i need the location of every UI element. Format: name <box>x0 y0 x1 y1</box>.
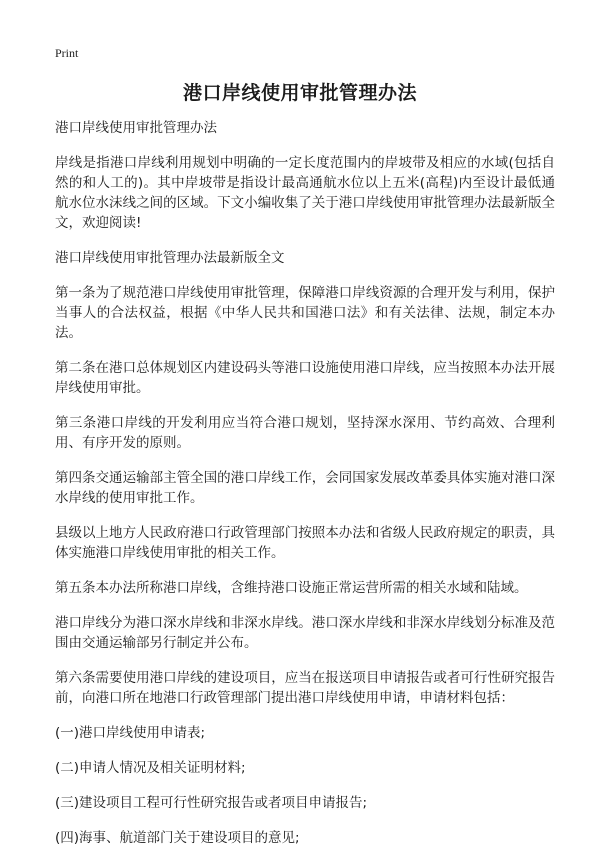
list-item: (一)港口岸线使用申请表; <box>55 725 206 741</box>
list-item: (三)建设项目工程可行性研究报告或者项目申请报告; <box>55 795 368 811</box>
list-item: (四)海事、航道部门关于建设项目的意见; <box>55 830 300 846</box>
article-4-continued-paragraph: 县级以上地方人民政府港口行政管理部门按照本办法和省级人民政府规定的职责，具体实施港口岸线使用审批的相关工作。 <box>55 525 555 561</box>
section-heading: 港口岸线使用审批管理办法最新版全文 <box>55 250 285 266</box>
subtitle-paragraph: 港口岸线使用审批管理办法 <box>55 120 217 136</box>
print-link[interactable]: Print <box>55 46 79 60</box>
article-5-continued-paragraph: 港口岸线分为港口深水岸线和非深水岸线。港口深水岸线和非深水岸线划分标准及范围由交通运输部另行制定并公布。 <box>55 615 555 651</box>
article-body <box>55 118 555 863</box>
article-2-paragraph: 第二条在港口总体规划区内建设码头等港口设施使用港口岸线，应当按照本办法开展岸线使用审批。 <box>55 360 555 396</box>
article-3-paragraph: 第三条港口岸线的开发利用应当符合港口规划，坚持深水深用、节约高效、合理利用、有序开发的原则。 <box>55 415 555 451</box>
article-4-paragraph: 第四条交通运输部主管全国的港口岸线工作，会同国家发展改革委具体实施对港口深水岸线的使用审批工作。 <box>55 470 555 506</box>
article-6-paragraph: 第六条需要使用港口岸线的建设项目，应当在报送项目申请报告或者可行性研究报告前，向港口所在地港口行政管理部门提出港口岸线使用申请，申请材料包括： <box>55 670 555 706</box>
article-1-paragraph: 第一条为了规范港口岸线使用审批管理，保障港口岸线资源的合理开发与利用，保护当事人的合法权益，根据《中华人民共和国港口法》和有关法律、法规，制定本办法。 <box>55 285 555 341</box>
page-title: 港口岸线使用审批管理办法 <box>182 82 417 104</box>
intro-paragraph: 岸线是指港口岸线利用规划中明确的一定长度范围内的岸坡带及相应的水域(包括自然的和人工的)。其中岸坡带是指设计最高通航水位以上五米(高程)内至设计最低通航水位水沫线之间的区域。下文小编收集了关于港口岸线使用审批管理办法最新版全文，欢迎阅读! <box>55 155 555 231</box>
list-item: (二)申请人情况及相关证明材料; <box>55 760 246 776</box>
article-5-paragraph: 第五条本办法所称港口岸线，含维持港口设施正常运营所需的相关水域和陆域。 <box>55 580 528 596</box>
